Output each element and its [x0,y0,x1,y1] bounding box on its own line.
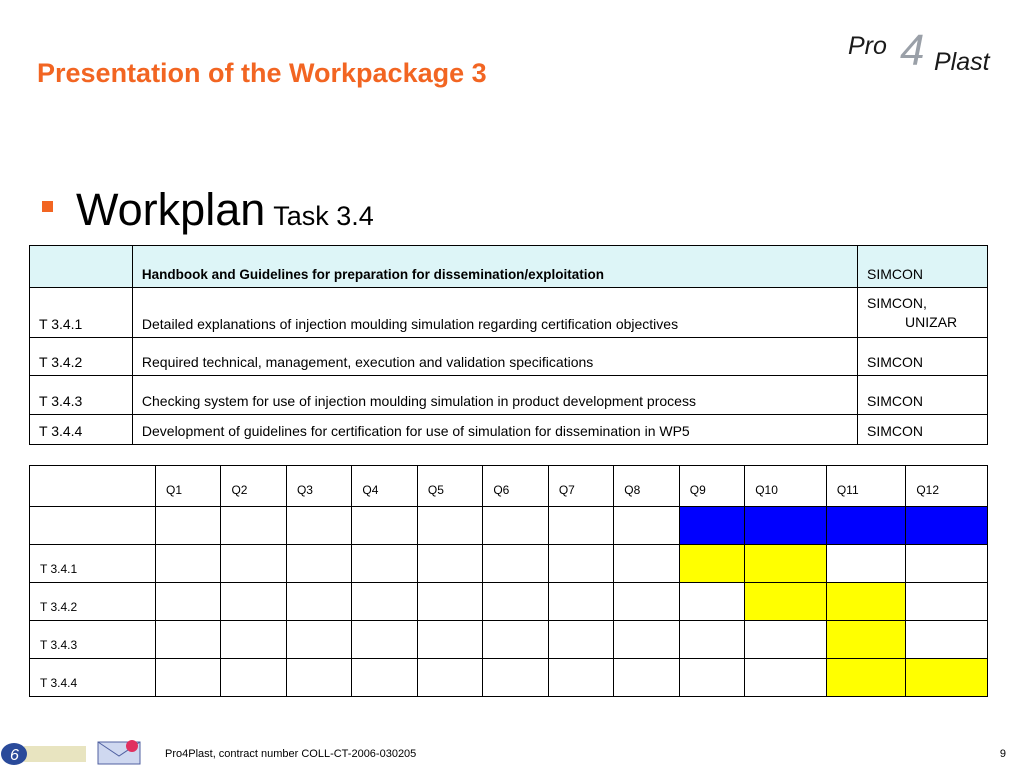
quarter-header-cell: Q10 [745,466,827,507]
gantt-empty-cell [679,621,744,659]
quarter-header-cell: Q1 [156,466,221,507]
gantt-empty-cell [221,545,286,583]
gantt-empty-cell [483,621,548,659]
gantt-empty-cell [417,659,482,697]
logo-pro: Pro [848,32,887,60]
gantt-empty-cell [548,583,613,621]
gantt-empty-cell [548,507,613,545]
eu-fp6-logo [0,740,90,768]
task-description-cell: Development of guidelines for certification for use of simulation for dissemination in WP5 [132,415,857,445]
gantt-empty-cell [221,621,286,659]
task-id-cell: T 3.4.1 [30,288,133,338]
gantt-empty-cell [679,659,744,697]
logo-four: 4 [900,26,925,75]
quarter-header-cell: Q6 [483,466,548,507]
gantt-empty-cell [614,621,679,659]
gantt-empty-cell [548,659,613,697]
gantt-empty-cell [906,583,988,621]
gantt-empty-cell [548,621,613,659]
gantt-row [30,621,988,659]
gantt-empty-cell [156,545,221,583]
heading-sub: Task 3.4 [273,201,374,231]
partner-line: UNIZAR [905,314,958,330]
gantt-row [30,659,988,697]
gantt-row [30,583,988,621]
header-description-cell: Handbook and Guidelines for preparation for dissemination/exploitation [132,246,857,288]
gantt-empty-cell [483,545,548,583]
task-partner-cell: SIMCON [858,338,988,376]
gantt-row-label: T 3.4.4 [30,659,156,697]
gantt-empty-cell [417,507,482,545]
quarter-header-cell: Q12 [906,466,988,507]
gantt-bar-cell [745,583,827,621]
gantt-bar-cell [826,583,905,621]
quarter-header-cell: Q5 [417,466,482,507]
gantt-empty-cell [417,545,482,583]
gantt-empty-cell [483,659,548,697]
page-title: Presentation of the Workpackage 3 [37,58,487,88]
gantt-empty-cell [156,583,221,621]
eu-envelope-icon [92,736,146,768]
gantt-row-label: T 3.4.2 [30,583,156,621]
header-partner-cell: SIMCON [858,246,988,288]
logo-plast: Plast [934,48,990,76]
gantt-empty-cell [548,545,613,583]
heading-main: Workplan [76,184,266,235]
gantt-empty-cell [156,659,221,697]
gantt-row [30,507,988,545]
quarter-header-cell: Q7 [548,466,613,507]
gantt-empty-cell [286,659,351,697]
gantt-empty-cell [745,621,827,659]
quarter-header-cell: Q8 [614,466,679,507]
gantt-empty-cell [221,583,286,621]
task-description-cell: Required technical, management, execution and validation specifications [132,338,857,376]
quarter-header-cell: Q2 [221,466,286,507]
gantt-bar-cell [679,545,744,583]
gantt-empty-cell [352,621,417,659]
gantt-bar-cell [826,507,905,545]
gantt-bar-cell [906,659,988,697]
gantt-empty-cell [286,621,351,659]
gantt-empty-cell [614,507,679,545]
gantt-empty-cell [221,507,286,545]
table-row [30,338,988,376]
gantt-row-label [30,507,156,545]
gantt-empty-cell [906,621,988,659]
task-partner-cell: SIMCON [858,415,988,445]
task-description-cell: Checking system for use of injection moulding simulation in product development process [132,376,857,415]
gantt-empty-cell [286,545,351,583]
gantt-empty-cell [483,583,548,621]
partner-line: SIMCON, [867,295,927,311]
gantt-empty-cell [679,583,744,621]
gantt-empty-cell [352,659,417,697]
gantt-empty-cell [826,545,905,583]
gantt-table [29,465,988,697]
gantt-empty-cell [352,545,417,583]
tasks-table [29,245,988,445]
gantt-empty-cell [745,659,827,697]
task-id-cell: T 3.4.2 [30,338,133,376]
gantt-empty-cell [614,583,679,621]
gantt-bar-cell [745,545,827,583]
gantt-bar-cell [826,621,905,659]
gantt-empty-cell [417,621,482,659]
footer-text: Pro4Plast, contract number COLL-CT-2006-030205 [165,748,417,760]
svg-text:6: 6 [10,747,19,764]
header-id-cell [30,246,133,288]
gantt-bar-cell [745,507,827,545]
gantt-empty-cell [483,507,548,545]
table-row [30,376,988,415]
gantt-empty-cell [286,583,351,621]
gantt-bar-cell [906,507,988,545]
gantt-empty-cell [614,545,679,583]
table-row [30,288,988,338]
pro4plast-logo [848,26,998,78]
gantt-empty-cell [352,583,417,621]
task-partner-cell [858,288,988,338]
tasks-table-header [30,246,988,288]
quarter-header-cell: Q9 [679,466,744,507]
gantt-empty-cell [352,507,417,545]
task-description-cell: Detailed explanations of injection moulding simulation regarding certification objectives [132,288,857,338]
gantt-row-label: T 3.4.3 [30,621,156,659]
quarter-header-cell: Q4 [352,466,417,507]
quarter-header-cell: Q3 [286,466,351,507]
gantt-row [30,545,988,583]
gantt-empty-cell [906,545,988,583]
gantt-empty-cell [156,507,221,545]
task-partner-cell: SIMCON [858,376,988,415]
gantt-empty-cell [221,659,286,697]
bullet-icon [42,201,53,212]
task-id-cell: T 3.4.4 [30,415,133,445]
gantt-empty-cell [156,621,221,659]
gantt-empty-cell [417,583,482,621]
gantt-bar-cell [826,659,905,697]
task-id-cell: T 3.4.3 [30,376,133,415]
gantt-corner-cell [30,466,156,507]
gantt-empty-cell [286,507,351,545]
gantt-bar-cell [679,507,744,545]
gantt-header-row [30,466,988,507]
section-heading [76,184,374,236]
table-row [30,415,988,445]
gantt-row-label: T 3.4.1 [30,545,156,583]
page-number: 9 [999,748,1006,760]
gantt-empty-cell [614,659,679,697]
quarter-header-cell: Q11 [826,466,905,507]
